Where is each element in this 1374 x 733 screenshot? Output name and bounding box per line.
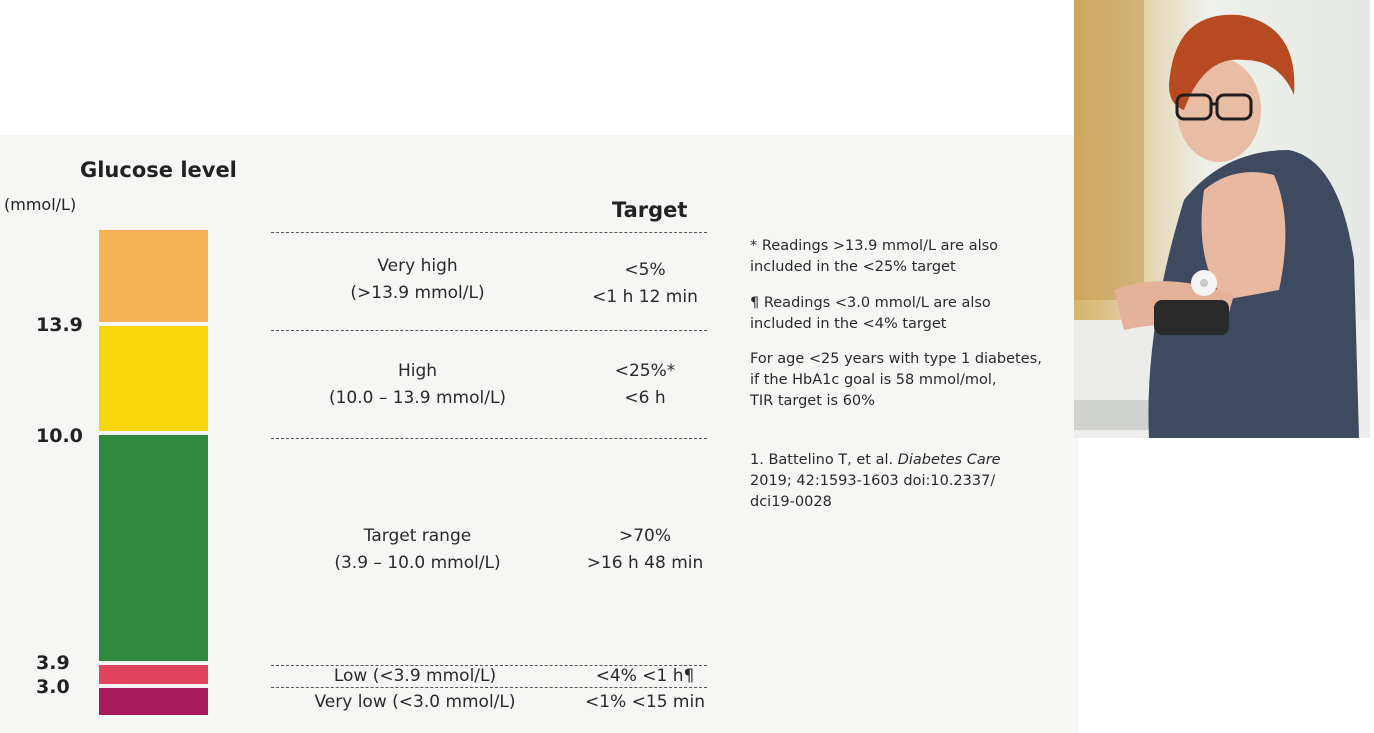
tick-10-0: 10.0 (36, 425, 83, 447)
reference-line1 (750, 450, 1001, 471)
row-very-high-name: Very high (377, 256, 458, 276)
footnote-asterisk (750, 236, 998, 278)
row-target-label (300, 523, 535, 577)
row-low-label: Low (<3.9 mmol/L) (333, 666, 497, 686)
band-target (99, 435, 208, 661)
reference-line2: 2019; 42:1593-1603 doi:10.2337/ (750, 473, 996, 489)
row-high-target (570, 358, 720, 412)
band-very-high (99, 230, 208, 322)
divider-13-9 (271, 330, 707, 331)
divider-10-0 (271, 438, 707, 439)
footnote-pilcrow-line2: included in the <4% target (750, 316, 947, 332)
row-very-high-pct: <5% (624, 260, 666, 280)
chart-title: Glucose level (80, 158, 237, 182)
reference-line3: dci19-0028 (750, 494, 832, 510)
band-low (99, 665, 208, 684)
footnote-age-line1: For age <25 years with type 1 diabetes, (750, 351, 1042, 367)
row-very-high-label (300, 253, 535, 307)
row-high-range: (10.0 – 13.9 mmol/L) (328, 388, 507, 408)
footnote-age (750, 349, 1042, 412)
target-heading: Target (612, 198, 688, 222)
row-target-name: Target range (363, 526, 472, 546)
row-very-high-range: (>13.9 mmol/L) (350, 283, 485, 303)
divider-top (271, 232, 707, 233)
footnote-pilcrow (750, 293, 991, 335)
reference-authors: 1. Battelino T, et al. (750, 452, 898, 468)
band-high (99, 326, 208, 431)
row-target-target (570, 523, 720, 577)
band-very-low (99, 688, 208, 715)
row-high-label (300, 358, 535, 412)
footnote-asterisk-line1: * Readings >13.9 mmol/L are also (750, 238, 999, 254)
row-high-name: High (397, 361, 438, 381)
unit-label: (mmol/L) (4, 195, 77, 214)
footnote-age-line3: TIR target is 60% (750, 393, 875, 409)
footnote-pilcrow-line1: ¶ Readings <3.0 mmol/L are also (750, 295, 991, 311)
tick-3-9: 3.9 (36, 652, 70, 674)
photo-woman-with-sensor (1074, 0, 1370, 438)
row-low-target: <4% <1 h¶ (595, 666, 695, 686)
reference (750, 450, 1001, 513)
footnote-asterisk-line2: included in the <25% target (750, 259, 956, 275)
row-high-time: <6 h (624, 388, 666, 408)
tick-13-9: 13.9 (36, 314, 83, 336)
row-high-pct: <25%* (614, 361, 676, 381)
row-very-high-target (570, 257, 720, 311)
row-very-high-time: <1 h 12 min (592, 287, 698, 307)
reference-journal: Diabetes Care (897, 452, 1001, 468)
row-very-low-label: Very low (<3.0 mmol/L) (314, 692, 516, 712)
row-very-low-target: <1% <15 min (585, 692, 705, 712)
tick-3-0: 3.0 (36, 676, 70, 698)
row-target-pct: >70% (618, 526, 672, 546)
footnote-age-line2: if the HbA1c goal is 58 mmol/mol, (750, 372, 997, 388)
row-target-time: >16 h 48 min (586, 553, 704, 573)
row-target-range: (3.9 – 10.0 mmol/L) (334, 553, 501, 573)
